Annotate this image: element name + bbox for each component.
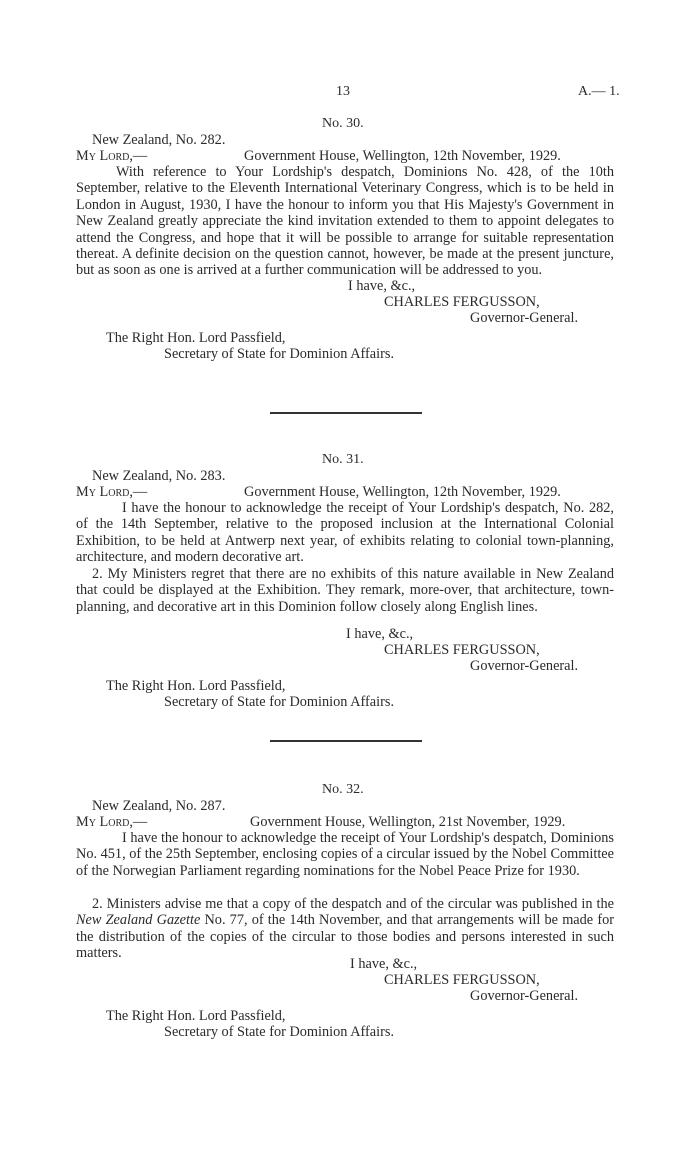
location-date: Government House, Wellington, 21st November, 1929. <box>250 814 566 830</box>
gazette-title: New Zealand Gazette <box>76 912 201 929</box>
paragraph-with-gazette <box>76 896 614 962</box>
closing: I have, &c., <box>348 278 416 294</box>
letter-ref: New Zealand, No. 287. <box>92 798 226 814</box>
page-number: 13 <box>336 84 350 99</box>
signatory-title: Governor-General. <box>470 658 579 674</box>
paragraph: With reference to Your Lordship's despatch, Dominions No. 428, of the 10th September, relative to the Eleventh International Veterinary Congress, which is to be held in London in August, 1930, I have the honour to inform you that His Majesty's Government in New Zealand greatly appreciate the kind invitation extended to them to appoint delegates to attend the Congress, and hope that it will be possible to arrange for suitable representation thereat. A definite decision on the question cannot, however, be made at the present juncture, but as soon as one is arrived at a further communication will be addressed to you. <box>76 164 614 279</box>
signature: CHARLES FERGUSSON, <box>384 642 540 658</box>
addressee-office: Secretary of State for Dominion Affairs. <box>164 694 395 710</box>
addressee-office: Secretary of State for Dominion Affairs. <box>164 346 395 362</box>
signature: CHARLES FERGUSSON, <box>384 972 540 988</box>
letter-number: No. 32. <box>322 782 364 797</box>
salutation: My Lord,— <box>76 484 148 500</box>
addressee: The Right Hon. Lord Passfield, <box>106 1008 286 1024</box>
addressee-office: Secretary of State for Dominion Affairs. <box>164 1024 395 1040</box>
addressee: The Right Hon. Lord Passfield, <box>106 678 286 694</box>
location-date: Government House, Wellington, 12th November, 1929. <box>244 148 561 164</box>
closing: I have, &c., <box>346 626 414 642</box>
letter-number: No. 31. <box>322 452 364 467</box>
addressee: The Right Hon. Lord Passfield, <box>106 330 286 346</box>
paragraph: I have the honour to acknowledge the receipt of Your Lordship's despatch, Dominions No. 451, of the 25th September, enclosing copies of a circular issued by the Nobel Committee of the Norwegian Parliament regarding nominations for the Nobel Peace Prize for 1930. <box>76 830 614 879</box>
paragraph-text: 2. Ministers advise me that a copy of the despatch and of the circular was published in the New Zealand Gazette No. 77, of the 14th November, and that arrangements will be made for the distribution of the copies of the circular to those bodies and persons interested in such matters. <box>76 896 614 962</box>
salutation: My Lord,— <box>76 814 148 830</box>
section-divider <box>270 740 422 742</box>
paragraph: I have the honour to acknowledge the receipt of Your Lordship's despatch, No. 282, of the 14th September, relative to the proposed inclusion at the International Colonial Exhibition, to be held at Antwerp next year, of exhibits relating to colonial town-planning, architecture, and modern decorative art. <box>76 500 614 566</box>
closing: I have, &c., <box>350 956 418 972</box>
signatory-title: Governor-General. <box>470 988 579 1004</box>
letter-ref: New Zealand, No. 282. <box>92 132 226 148</box>
signature: CHARLES FERGUSSON, <box>384 294 540 310</box>
section-divider <box>270 412 422 414</box>
letter-ref: New Zealand, No. 283. <box>92 468 226 484</box>
document-reference: A.— 1. <box>578 84 620 99</box>
paragraph: 2. My Ministers regret that there are no exhibits of this nature available in New Zealand that could be displayed at the Exhibition. They remark, more-over, that architecture, town-planning, and decorative art in this Dominion follow closely along English lines. <box>76 566 614 615</box>
location-date: Government House, Wellington, 12th November, 1929. <box>244 484 561 500</box>
salutation: My Lord,— <box>76 148 148 164</box>
signatory-title: Governor-General. <box>470 310 579 326</box>
letter-number: No. 30. <box>322 116 364 131</box>
